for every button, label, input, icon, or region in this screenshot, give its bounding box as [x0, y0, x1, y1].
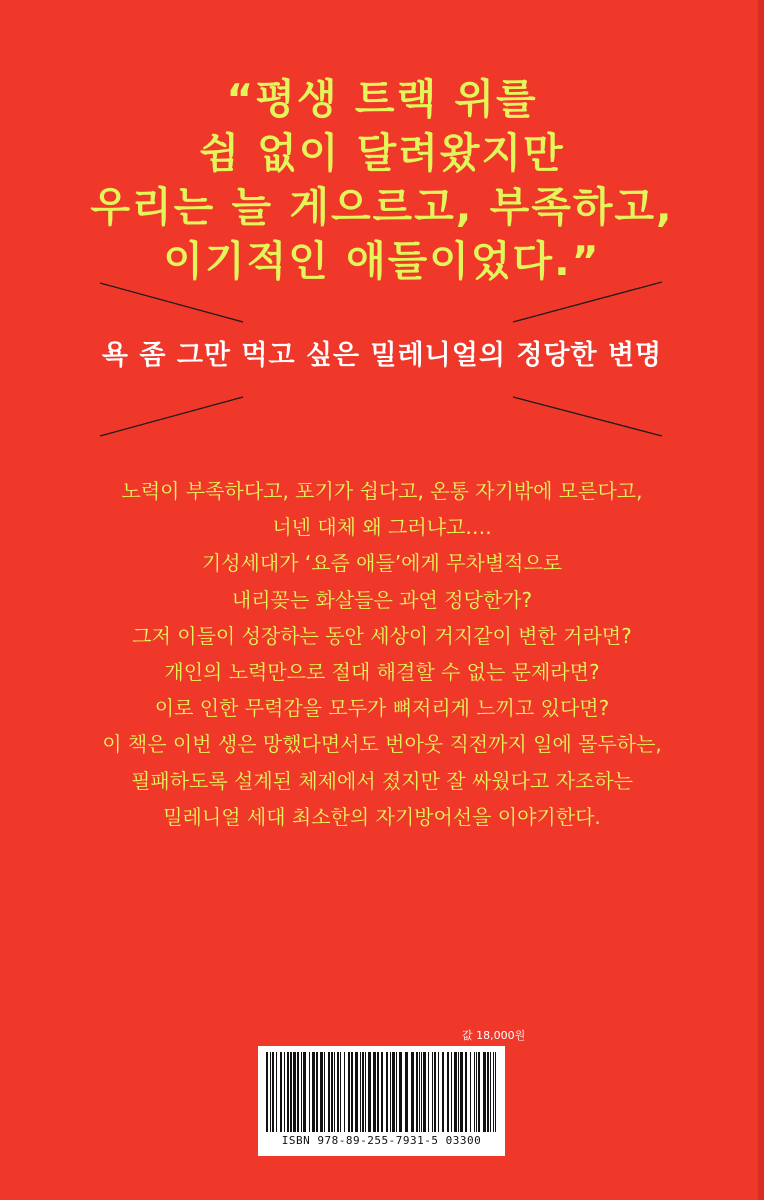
barcode-bar — [470, 1052, 471, 1132]
barcode-bar — [487, 1052, 489, 1132]
barcode-bar — [493, 1052, 494, 1132]
barcode-bar — [405, 1052, 408, 1132]
barcode-bar — [348, 1052, 350, 1132]
barcode-bar — [355, 1052, 358, 1132]
barcode-bar — [442, 1052, 444, 1132]
blurb-line: 내리꽂는 화살들은 과연 정당한가? — [231, 587, 533, 612]
barcode-bar — [476, 1052, 477, 1132]
quote-line: 이기적인 애들이었다.” — [163, 237, 601, 285]
barcode-bar — [270, 1052, 271, 1132]
barcode-bar — [478, 1052, 480, 1132]
barcode-bar — [287, 1052, 289, 1132]
quote-line: “평생 트랙 위를 — [226, 75, 538, 123]
barcode-bar — [428, 1052, 429, 1132]
barcode-bar — [423, 1052, 426, 1132]
barcode-bar — [280, 1052, 282, 1132]
barcode-bar — [474, 1052, 475, 1132]
barcode-bar — [368, 1052, 371, 1132]
decor-line-top-left — [100, 283, 243, 322]
barcode-bar — [365, 1052, 366, 1132]
decor-line-bottom-left — [100, 397, 243, 436]
barcode-bar — [411, 1052, 414, 1132]
barcode-bar — [421, 1052, 422, 1132]
barcode-bar — [377, 1052, 379, 1132]
barcode-bar — [301, 1052, 302, 1132]
barcode-bar — [399, 1052, 402, 1132]
barcode-area — [258, 1046, 505, 1156]
barcode-bar — [290, 1052, 292, 1132]
barcode-bar — [340, 1052, 341, 1132]
blurb-line: 필패하도록 설계된 체제에서 졌지만 잘 싸웠다고 자조하는 — [131, 768, 633, 793]
barcode-bar — [390, 1052, 391, 1132]
barcode-bar — [337, 1052, 339, 1132]
barcode-bar — [386, 1052, 388, 1132]
barcode-bar — [312, 1052, 315, 1132]
blurb-line: 개인의 노력만으로 절대 해결할 수 없는 문제라면? — [164, 660, 600, 685]
barcode-bar — [334, 1052, 335, 1132]
barcode-bar — [344, 1052, 345, 1132]
barcode-bar — [432, 1052, 433, 1132]
barcode-bar — [454, 1052, 457, 1132]
barcode-bar — [362, 1052, 364, 1132]
barcode-bar — [434, 1052, 436, 1132]
barcode-bar — [360, 1052, 361, 1132]
barcode-bar — [438, 1052, 439, 1132]
barcode-bar — [316, 1052, 318, 1132]
barcode-bar — [447, 1052, 449, 1132]
barcode-bar — [328, 1052, 330, 1132]
barcode-bar — [490, 1052, 491, 1132]
blurb-line: 너넨 대체 왜 그러냐고…. — [272, 515, 492, 540]
barcode-bar — [381, 1052, 383, 1132]
barcode-bar — [324, 1052, 325, 1132]
barcode-bar — [284, 1052, 285, 1132]
barcode-bar — [495, 1052, 496, 1132]
barcode-bar — [297, 1052, 299, 1132]
barcode-bar — [483, 1052, 486, 1132]
quote-line: 우리는 늘 게으르고, 부족하고, — [90, 183, 674, 231]
barcode-bar — [309, 1052, 310, 1132]
blurb-line: 그저 이들이 성장하는 동안 세상이 거지같이 변한 거라면? — [132, 623, 632, 648]
tagline: 욕 좀 그만 먹고 싶은 밀레니얼의 정당한 변명 — [101, 340, 663, 371]
price-label: 값 18,000원 — [462, 1029, 526, 1042]
barcode-bar — [351, 1052, 353, 1132]
barcode-bar — [276, 1052, 277, 1132]
blurb-text — [0, 473, 764, 835]
quote-line: 쉼 없이 달려왔지만 — [199, 129, 565, 177]
isbn-label: ISBN 978-89-255-7931-5 03300 — [281, 1134, 482, 1147]
barcode-bar — [331, 1052, 333, 1132]
blurb-line: 이로 인한 무력감을 모두가 뼈저리게 느끼고 있다면? — [154, 696, 610, 721]
barcode-bar — [416, 1052, 418, 1132]
barcode-bar — [303, 1052, 306, 1132]
blurb-line: 노력이 부족하다고, 포기가 쉽다고, 온통 자기밖에 모른다고, — [121, 479, 643, 503]
barcode-bar — [465, 1052, 467, 1132]
barcode-bar — [396, 1052, 397, 1132]
blurb-line: 기성세대가 ‘요즘 애들’에게 무차별적으로 — [201, 551, 563, 576]
decor-line-top-right — [513, 282, 662, 322]
blurb-line: 밀레니얼 세대 최소한의 자기방어선을 이야기한다. — [163, 804, 601, 829]
barcode-bar — [451, 1052, 452, 1132]
barcode-bar — [266, 1052, 268, 1132]
barcode-bar — [373, 1052, 376, 1132]
barcode-icon — [264, 1052, 499, 1132]
barcode-bar — [392, 1052, 395, 1132]
barcode-bar — [320, 1052, 323, 1132]
decor-line-bottom-right — [513, 397, 662, 436]
barcode-bar — [272, 1052, 274, 1132]
barcode-bar — [458, 1052, 459, 1132]
barcode-bar — [419, 1052, 420, 1132]
blurb-line: 이 책은 이번 생은 망했다면서도 번아웃 직전까지 일에 몰두하는, — [102, 732, 662, 757]
barcode-bar — [460, 1052, 463, 1132]
barcode-bar — [293, 1052, 296, 1132]
